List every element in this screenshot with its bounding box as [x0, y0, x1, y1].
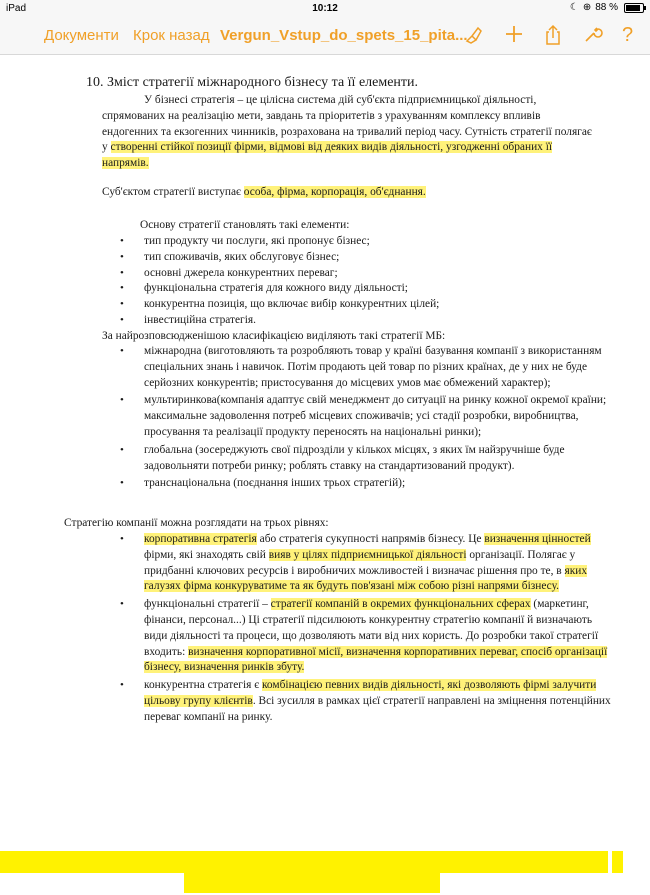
levels-list: [120, 532, 616, 726]
clock: 10:12: [312, 3, 338, 14]
list-item: • функціональні стратегії – стратегії компаній в окремих функціональних сферах (маркетинг, фінанси, персонал...) Ці стратегії підсилюють конкурентну стратегію компанії й визначають види діяльності та процеси, що дозволяють мати від них користь. До розробки такої стратегії входить: визначення корпоративної місії, визначення корпоративних переваг, спосіб організації бізнесу, визначення ринків збуту.: [120, 598, 608, 674]
battery-icon: [624, 3, 644, 13]
paragraph-elements-intro: Основу стратегії становлять такі елементи:: [140, 219, 350, 231]
highlight: створенні стійкої позиції фірми, відмові від деяких видів діяльності, узгодженні обраних її напрямів.: [102, 141, 553, 170]
list-item: • транснаціональна (поєднання інших трьох стратегій);: [120, 477, 406, 490]
status-indicators: [570, 2, 644, 13]
document-page: [0, 55, 650, 895]
paragraph-subject: Суб'єктом стратегії виступає особа, фірма, корпорація, об'єднання.: [102, 186, 426, 198]
paragraph-definition: У бізнесі стратегія – це цілісна система дій суб'єкта підприємницької діяльності, спрямованих на реалізацію мети, завдань та пріоритетів з урахуванням комплексу впливів ендогенних та екзогенних чинників, розрахована на тривалий період часу. Сутність стратегії полягає у створенні стійкої позиції фірми, відмові від деяких видів діяльності, узгодженні обраних її напрямів.: [102, 94, 592, 170]
highlight-band: [612, 851, 623, 873]
help-icon[interactable]: ?: [622, 24, 634, 46]
device-label: iPad: [6, 3, 27, 14]
battery-percent: 88 %: [595, 2, 618, 13]
elements-list: [120, 234, 600, 329]
strategy-types-list: [120, 344, 614, 492]
share-icon[interactable]: [543, 24, 563, 51]
list-item: • конкурентна стратегія є комбінацією певних видів діяльності, які дозволяють фірмі залучити цільову групу клієнтів. Всі зусилля в рамках цієї стратегії направлені на зміцнення потенційних переваг компанії на ринку.: [120, 679, 611, 723]
list-item: • функціональна стратегія для кожного виду діяльності;: [120, 282, 408, 295]
documents-button[interactable]: Документи: [44, 27, 119, 44]
highlight-band: [184, 873, 440, 893]
brush-icon[interactable]: [464, 24, 484, 49]
list-item: • інвестиційна стратегія.: [120, 313, 256, 326]
document-title: Vergun_Vstup_do_spets_15_pita...: [220, 27, 468, 44]
section-heading: 10. Зміст стратегії міжнародного бізнесу та її елементи.: [86, 75, 419, 90]
highlight: особа, фірма, корпорація, об'єднання.: [243, 186, 426, 198]
lock-rotation-icon: ⊕: [582, 2, 592, 13]
paragraph-classification: За найрозповсюдженішою класифікацією виділяють такі стратегії МБ:: [102, 330, 446, 342]
moon-icon: ☾: [569, 2, 579, 13]
plus-icon[interactable]: [504, 24, 524, 49]
list-item: • корпоративна стратегія або стратегія сукупності напрямів бізнесу. Це визначення цінностей фірми, які знаходять свій вияв у цілях підприємницької діяльності організації. Полягає у придбанні ключових ресурсів і виробничих можливостей і визначає рішення про те, в яких галузях фірма конкуруватиме та як будуть пов'язані між собою різні напрями бізнесу.: [120, 533, 591, 593]
highlight-band: [0, 851, 608, 873]
paragraph-levels: Стратегію компанії можна розглядати на трьох рівнях:: [64, 517, 329, 529]
toolbar: [0, 18, 650, 55]
list-item: • глобальна (зосереджують свої підрозділи у кількох місцях, з яких їм найзручніше буде задовольняти потреби ринку; роблять ставку на стандартизований продукт).: [120, 443, 565, 472]
list-item: • тип споживачів, яких обслуговує бізнес;: [120, 250, 340, 263]
list-item: • конкурентна позиція, що включає вибір конкурентних цілей;: [120, 298, 440, 311]
list-item: • тип продукту чи послуги, які пропонує бізнес;: [120, 235, 370, 247]
list-item: • міжнародна (виготовляють та розробляють товар у країні базування компанії з використанням спеціальних знань і навичок. Потім продають цей товар по різних країнах, де у них не буде серйозних конкурентів; пристосування до місцевих умов має обмежений характер);: [120, 345, 602, 389]
list-item: • мультиринкова(компанія адаптує свій менеджмент до ситуації на ринку кожної окремої країни; максимальне задоволення потреб місцевих споживачів; усі стадії розробки, виробництва, просування та реалізації продукту переносять на національні ринки);: [120, 394, 607, 438]
back-button[interactable]: Крок назад: [133, 27, 210, 44]
status-bar: [0, 0, 650, 18]
list-item: • основні джерела конкурентних переваг;: [120, 266, 338, 279]
wrench-icon[interactable]: [583, 24, 603, 49]
